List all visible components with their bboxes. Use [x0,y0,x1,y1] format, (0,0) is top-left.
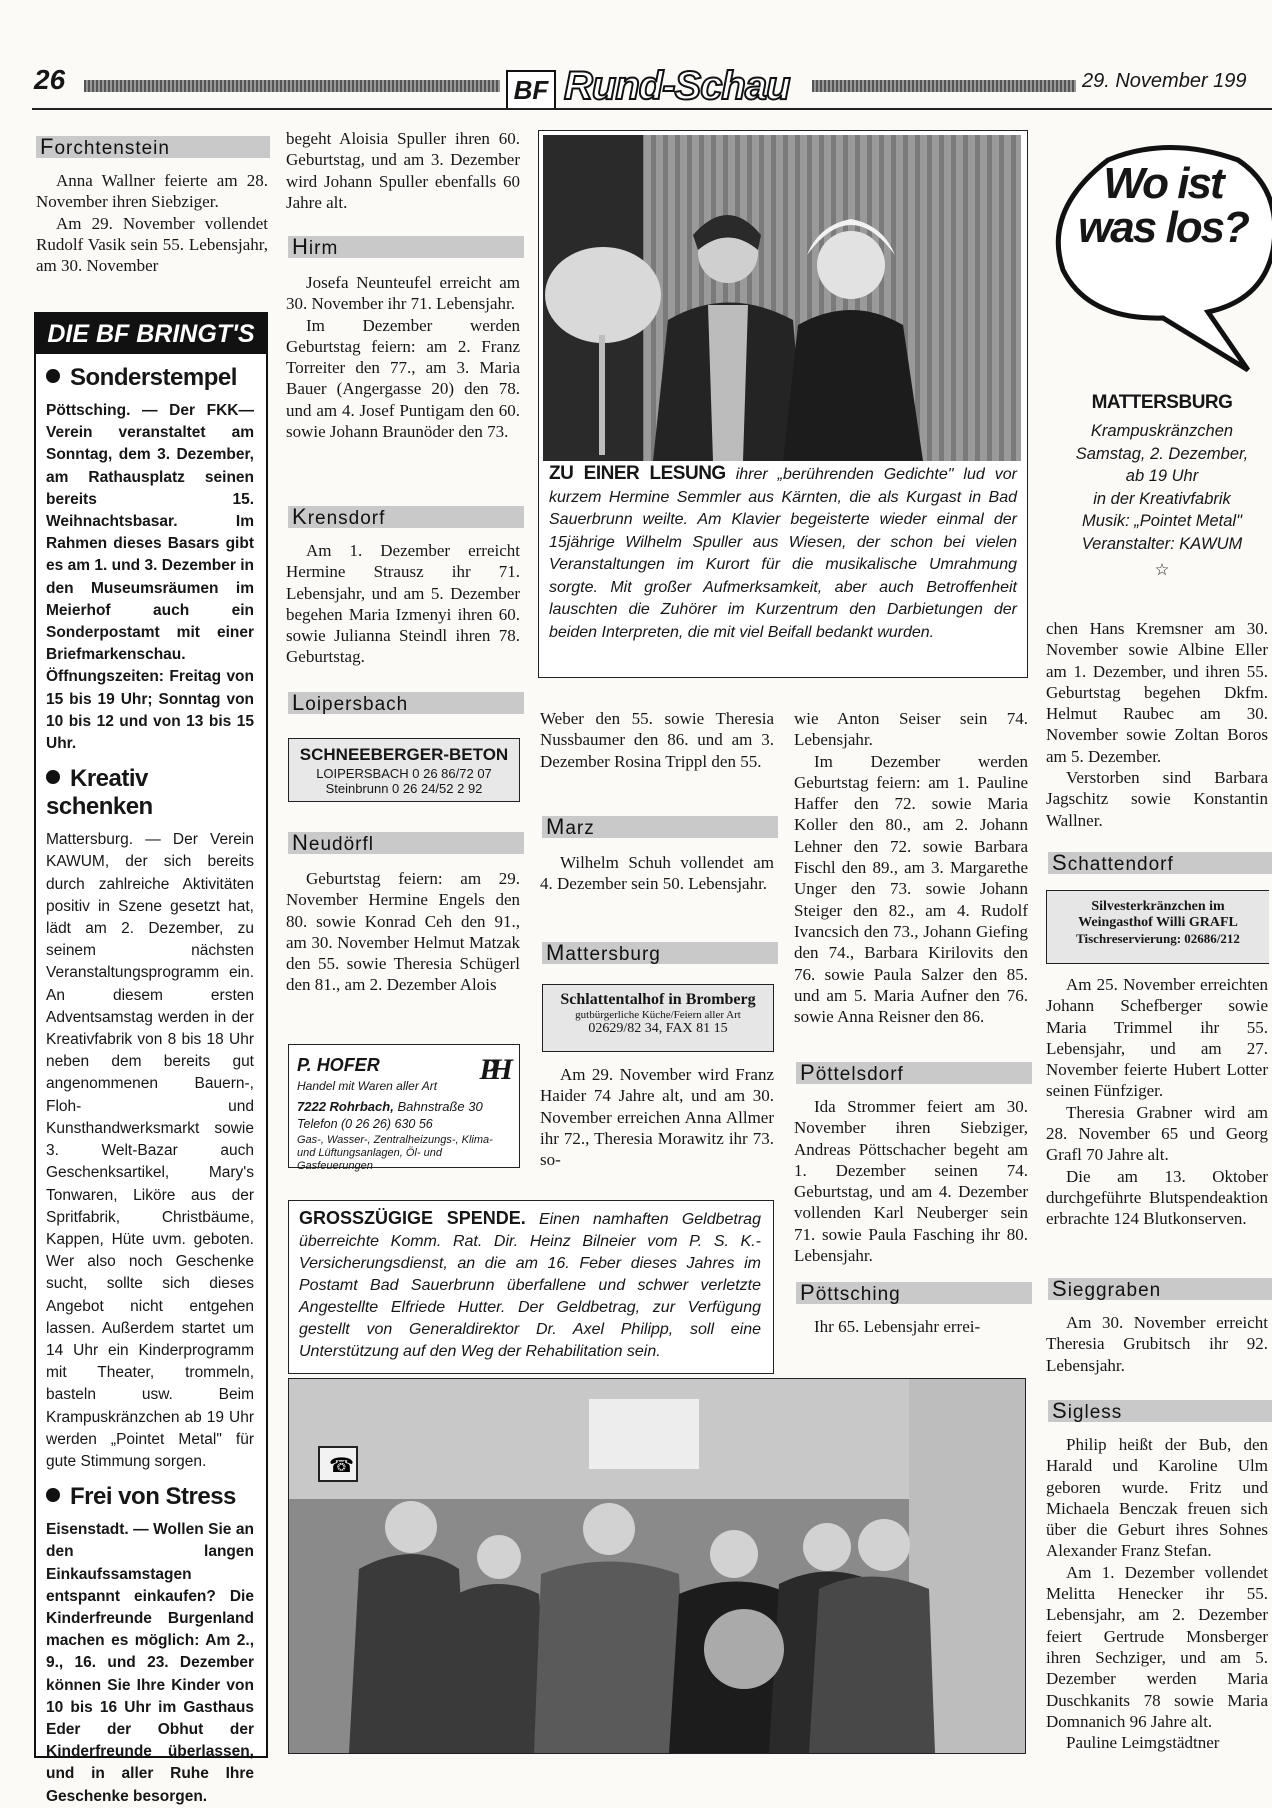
schattendorf-p3: Die am 13. Oktober durchgeführte Blutspendeaktion erbrachte 124 Blutkonserven. [1046,1166,1268,1229]
event-line-6: Veranstalter: KAWUM [1081,534,1243,553]
masthead-underline [32,108,1272,110]
poettelsdorf-text [794,1096,1028,1266]
event-line-2: Samstag, 2. Dezember, [1075,444,1249,463]
heading-poettelsdorf: Pöttelsdorf [796,1062,1032,1084]
schattendorf-text [1046,974,1268,1230]
bringts-item-2-title-text: Kreativ schenken [46,765,153,821]
heading-mattersburg: Mattersburg [542,942,778,964]
masthead-rule-right [812,80,1076,92]
col3-top-p: Weber den 55. sowie Theresia Nussbaumer den 86. und am 3. Dezember Rosina Trippl den 55. [540,709,774,771]
ad-schlatten-title: Schlattentalhof in Bromberg [560,991,756,1008]
ad-grafl-line1: Silvesterkränzchen im [1091,899,1225,914]
photo1-caption-text: ihrer „berührenden Gedichte" lud vor kurzem Hermine Semmler aus Kärnten, die als Kurgast in Bad Sauerbrunn weilte. Am Klavier begeisterte wieder einmal der 15jährige Wilhelm Spuller aus Wiesen, der schon bei vielen Veranstaltungen im Kurort für die musikalische Umrahmung sorgte. Mit großer Aufmerksamkeit, aber auch Betroffenheit lauschten die Zuhörer im Kurzentrum den Darbietungen der beiden Interpreten, die mit viel Beifall bedankt wurden. [549,466,1017,641]
marz-text [540,852,774,895]
marz-p: Wilhelm Schuh vollendet am 4. Dezember sein 50. Lebensjahr. [540,853,774,894]
photo1-frame [538,130,1028,678]
schattendorf-p1: Am 25. November erreichten Johann Schefberger sowie Maria Trimmel ihr 55. Lebensjahr, und am 27. November feierte Hubert Lotter seinen Fünfziger. [1046,975,1268,1101]
sigless-p2: Am 1. Dezember vollendet Melitta Henecker ihr 55. Lebensjahr, am 2. Dezember feiert Gertrude Monsberger ihren Sechziger, und am 5. Dezember werden Maria Duschkanits 78 sowie Maria Domnanich 96 Jahre alt. [1046,1562,1268,1731]
mattersburg-text [540,1064,774,1170]
ad-grafl-line2: Weingasthof Willi GRAFL [1078,915,1238,930]
photo-lesung-people [543,135,1021,461]
bringts-item-1-text: Pöttsching. — Der FKK—Verein veranstaltet am Sonntag, dem 3. Dezember, am Rathausplatz seinen bereits 15. Weihnachtsbasar. Im Rahmen dieses Basars gibt es am 1. und 3. Dezember in den Museumsräumen im Meierhof auch ein Sonderpostamt mit einer Briefmarkenschau. Öffnungszeiten: Freitag von 15 bis 19 Uhr; Sonntag von 10 bis 12 und von 13 bis 15 Uhr. [46,402,254,753]
krensdorf-text [286,540,520,668]
ad-hofer [288,1044,520,1172]
ad-grafl [1046,890,1269,964]
spende-caption-bold: GROSSZÜGIGE SPENDE. [299,1208,526,1228]
event-details [1048,420,1272,582]
bringts-item-3-title-text: Frei von Stress [70,1483,236,1511]
col5-text-1 [1046,618,1268,831]
bringts-item-2-text: Mattersburg. — Der Verein KAWUM, der sich bereits durch zahlreiche Aktivitäten positiv in Szene gesetzt hat, lädt am 2. Dezember, zu seinem nächsten Veranstaltungsprogramm ein. An diesem ersten Adventsamstag werden in der Kreativfabrik von 8 bis 18 Uhr neben dem bereits gut angenommenen Bauern-, Floh- und Kunsthandwerksmarkt sowie 3. Welt-Bazar auch Geschenksartikel, Mary's Tonwaren, Liköre aus der Spritfabrik, Christbäume, Kappen, Hüte uvm. geboten. Wer also noch Geschenke sucht, sollte sich dieses Angebot nicht entgehen lassen. Außerdem startet um 14 Uhr ein Kinderprogramm mit Theater, trommeln, basteln usw. Beim Krampuskränzchen ab 19 Uhr werden „Pointet Metal" für gute Stimmung sorgen. [46,831,254,1470]
heading-neudoerfl: Neudörfl [288,832,524,854]
heading-poettsching: Pöttsching [796,1282,1032,1304]
neudoerfl-p: Geburtstag feiern: am 29. November Hermine Engels den 80. sowie Konrad Ceh den 91., am 30. November Helmut Matzak den 55. sowie Theresia Schügerl den 81., am 2. Dezember Alois [286,869,520,995]
event-line-5: Musik: „Pointet Metal" [1082,512,1242,530]
ad-beton-title: SCHNEEBERGER-BETON [299,745,509,764]
photo-lesung [543,135,1021,461]
event-line-4: in der Kreativfabrik [1093,489,1231,508]
bringts-item-1-title-text: Sonderstempel [70,364,237,391]
event-line-3: ab 19 Uhr [1125,467,1199,485]
heading-sigless: Sigless [1048,1400,1272,1422]
col3-top-text [540,708,774,772]
logo-title: Rund-Schau [564,64,790,108]
bringts-item-3-title [46,1483,254,1511]
heading-sieggraben: Sieggraben [1048,1278,1272,1300]
ad-beton-line2: Steinbrunn 0 26 24/52 2 92 [325,781,483,796]
heading-hirm: Hirm [288,236,524,258]
sieggraben-text [1046,1312,1268,1376]
event-line-1: Krampuskränzchen [1090,422,1234,440]
neudoerfl-text [286,868,520,996]
hirm-p1: Josefa Neunteufel erreicht am 30. November ihr 71. Lebensjahr. [286,273,520,314]
bringts-box [34,312,268,1805]
sigless-p1: Philip heißt der Bub, den Harald und Karoline Ulm geboren wurde. Fritz und Michaela Benczak freuen sich über die Geburt ihres Sohnes Alexander Franz Stefan. [1046,1435,1268,1561]
issue-date: 29. November 199 [1082,70,1247,92]
logo-bf-text: BF [513,75,549,105]
spende-caption [299,1207,761,1363]
bringts-item-3-text: Eisenstadt. — Wollen Sie an den langen Einkaufssamstagen entspannt einkaufen? Die Kinderfreunde Burgenland machen es möglich: Am 2., 9., 16. und 23. Dezember können Sie Ihre Kinder von 10 bis 16 Uhr im Gasthaus Eder der Obhut der Kinderfreunde überlassen, und in aller Ruhe Ihre Geschenke besorgen. [46,1521,254,1805]
mattersburg-p: Am 29. November wird Franz Haider 74 Jahre alt, und am 30. November erreichen Anna Allmer ihr 72., Theresia Morawitz ihr 73. so- [540,1065,774,1170]
heading-krensdorf: Krensdorf [288,506,524,528]
col2-top-p: begeht Aloisia Spuller ihren 60. Geburtstag, und am 3. Dezember wird Johann Spuller ebenfalls 60 Jahre alt. [286,129,520,212]
svg-text:☎: ☎ [329,1453,354,1477]
col4-top-p2: Im Dezember werden Geburtstag feiern: am 1. Pauline Haffer den 72. sowie Maria Koller den 80., am 2. Johann Lehner den 72. sowie Barbara Fischl den 89., am 3. Margarethe Unger den 73. sowie Johann Steiger den 82., am 4. Rudolf Ivancsich den 73., Johann Giefing den 74., Barbara Kirilovits den 76. sowie Paula Salzer den 85. und am 5. Maria Aufner den 76. sowie Anna Reisner den 86. [794,751,1028,1027]
ad-schlatten-tel: 02629/82 34, FAX 81 15 [588,1021,728,1036]
masthead-rule-left [84,80,500,92]
hirm-p2: Im Dezember werden Geburtstag feiern: am 2. Franz Torreiter den 77., am 3. Maria Bauer (Angergasse 20) den 78. und am 4. Josef Puntigam den 60. sowie Johann Braunöder den 73. [286,315,520,442]
ad-schlatten-sub: gutbürgerliche Küche/Feiern aller Art [575,1009,741,1021]
photo-spende-people [289,1379,1025,1753]
poettelsdorf-p: Ida Strommer feiert am 30. November ihren Siebziger, Andreas Pöttschacher begeht am 1. Dezember seinen 74. Geburtstag, und am 4. Dezember vollenden Karl Neuberger sein 71. sowie Paula Fasching ihr 80. Lebensjahr. [794,1097,1028,1266]
poettsching-text [794,1316,1028,1337]
bringts-item-2-title [46,765,254,821]
ad-hofer-name: P. HOFER [297,1055,380,1075]
col4-top-text [794,708,1028,1027]
ad-beton-line1: LOIPERSBACH 0 26 86/72 07 [316,766,492,781]
bubble-text: Wo ist was los? [1078,159,1248,252]
schattendorf-p2: Theresia Grabner wird am 28. November 65 und Georg Grafl 70 Jahre alt. [1046,1102,1268,1165]
photo1-caption-bold: ZU EINER LESUNG [549,463,726,484]
heading-loipersbach: Loipersbach [288,692,524,714]
spende-caption-box [288,1200,774,1374]
logo-bf [506,70,556,110]
photo1-caption [549,463,1017,644]
ad-hofer-logo: PH [479,1053,505,1086]
forchtenstein-text [36,170,268,276]
bringts-item-1-title [46,364,254,392]
bringts-title: DIE BF BRINGT'S [36,314,266,354]
col4-top-p1: wie Anton Seiser sein 74. Lebensjahr. [794,709,1028,750]
sigless-p3: Pauline Leimgstädtner [1066,1733,1220,1753]
photo-spende [288,1378,1026,1754]
star-icon: ☆ [1154,561,1170,579]
ad-schlattentalhof [542,984,774,1052]
col5-p2: Verstorben sind Barbara Jagschitz sowie Konstantin Wallner. [1046,768,1268,830]
forchtenstein-p2: Am 29. November vollendet Rudolf Vasik sein 55. Lebensjahr, am 30. November [36,213,268,276]
event-place: MATTERSBURG [1091,392,1233,413]
heading-marz: Marz [542,816,778,838]
page-number: 26 [34,64,66,95]
ad-grafl-line3: Tischreservierung: 02686/212 [1076,931,1240,946]
poettsching-p: Ihr 65. Lebensjahr errei- [814,1317,981,1336]
ad-hofer-services: Gas-, Wasser-, Zentralheizungs-, Klima- und Lüftungsanlagen, Öl- und Gasfeuerungen [297,1134,493,1172]
krensdorf-p: Am 1. Dezember erreicht Hermine Strausz ihr 71. Lebensjahr, und am 5. Dezember begehen Maria Izmenyi ihren 60. sowie Julianna Steindl ihren 78. Geburtstag. [286,541,520,667]
ad-hofer-addr-bold: 7222 Rohrbach, [297,1099,394,1114]
ad-schneeberger-beton [288,738,520,802]
spende-caption-text: Einen namhaften Geldbetrag überreichte Komm. Rat. Dir. Heinz Bilneier vom P. S. K.-Versicherungsdienst, an die am 16. Feber dieses Jahres im Postamt Bad Sauerbrunn überfallene und schwer verletzte Angestellte Elfriede Hutter. Der Geldbetrag, zur Verfügung gestellt von Generaldirektor Dr. Axel Philipp, soll eine Unterstützung auf den Weg der Rehabilitation sein. [299,1211,761,1360]
heading-schattendorf: Schattendorf [1048,852,1272,874]
col2-top-text [286,128,520,213]
forchtenstein-p1: Anna Wallner feierte am 28. November ihren Siebziger. [36,171,268,212]
heading-forchtenstein: Forchtenstein [36,136,270,158]
col5-p1: chen Hans Kremsner am 30. November sowie Albine Eller am 1. Dezember, und ihren 55. Geburtstag begehen Dkfm. Helmut Raubec am 30. November sowie Zoltan Boros am 5. Dezember. [1046,619,1268,766]
sieggraben-p: Am 30. November erreicht Theresia Grubitsch ihr 92. Lebensjahr. [1046,1313,1268,1375]
ad-hofer-addr: Bahnstraße 30 [397,1099,483,1114]
bubble-wo-ist-was-los [1048,140,1272,380]
ad-hofer-tel: Telefon (0 26 26) 630 56 [297,1117,433,1131]
ad-hofer-address [297,1099,483,1114]
sigless-text [1046,1434,1268,1753]
hirm-text [286,272,520,442]
ad-hofer-sub: Handel mit Waren aller Art [297,1079,438,1093]
